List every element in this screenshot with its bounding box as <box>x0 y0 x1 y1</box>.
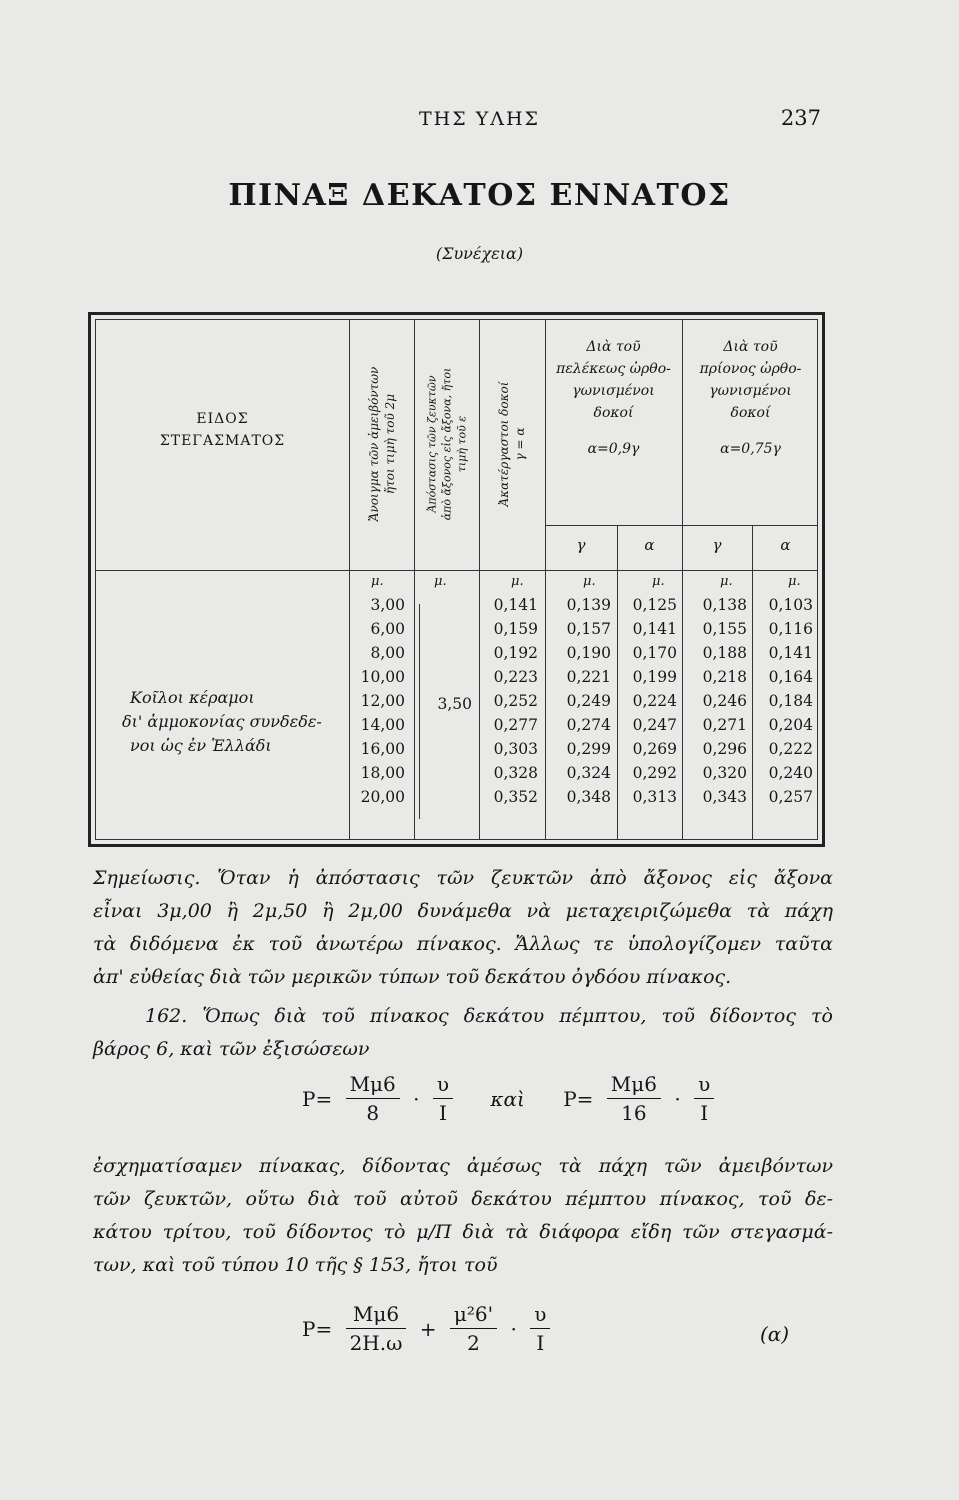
sub-header-rule <box>545 525 817 526</box>
spacing-value: 3,50 <box>437 695 472 713</box>
table-row: 20,00 0,352 0,348 0,313 0,343 0,257 <box>360 788 813 806</box>
header-rule <box>96 570 817 571</box>
table-title: ΠΙΝΑΞ ΔΕΚΑΤΟΣ ΕΝΝΑΤΟΣ <box>228 178 731 213</box>
table-row: 8,00 0,192 0,190 0,170 0,188 0,141 <box>370 644 813 662</box>
table-inner <box>95 319 818 840</box>
table-row: 6,00 0,159 0,157 0,141 0,155 0,116 <box>370 620 813 638</box>
header-adze: Διὰ τοῦ πελέκεως ὠρθο- γωνισμένοι δοκοί α=0,9γ <box>556 339 671 457</box>
sub-header-gamma: γ <box>576 536 586 554</box>
sub-header-alpha: α <box>644 536 655 554</box>
sub-header-alpha: α <box>780 536 791 554</box>
note-paragraph: Σημείωσις. Ὅταν ἡ ἀπόστασις τῶν ζευκτῶν ἀπὸ ἄξονος εἰς ἄξονα εἶναι 3μ,00 ἢ 2μ,50 ἢ 2μ,00 δυνάμεθα νὰ μεταχειριζώμεθα τὰ πάχη τὰ διδόμενα ἐκ τοῦ ἀνωτέρω πίνακος. Ἄλλως τε ὑπολογίζομεν ταῦτα ἀπ' εὐθείας διὰ τῶν μερικῶν τύπων τοῦ δεκάτου ὀγδόου πίνακος. <box>93 867 833 988</box>
unit-label: μ. <box>511 574 524 589</box>
header-saw: Διὰ τοῦ πρίονος ὠρθο- γωνισμένοι δοκοί α=0,75γ <box>699 339 802 457</box>
unit-label: μ. <box>788 574 801 589</box>
formula-label: (α) <box>760 1322 790 1346</box>
table-row: 12,00 0,252 0,249 0,224 0,246 0,184 <box>360 692 813 710</box>
header-span: Ἄνοιγμα τῶν ἀμειβόντων ἤτοι τιμὴ τοῦ 2μ <box>366 366 397 522</box>
unit-label: μ. <box>583 574 596 589</box>
header-kind: ΕΙΔΟΣ ΣΤΕΓΑΣΜΑΤΟΣ <box>159 411 286 449</box>
header-square: Ἀκατέργαστοι δοκοί γ = α <box>497 381 527 507</box>
unit-label: μ. <box>652 574 665 589</box>
table-subtitle: (Συνέχεια) <box>435 244 524 263</box>
table-row: 18,00 0,328 0,324 0,292 0,320 0,240 <box>360 764 813 782</box>
unit-label: μ. <box>434 574 447 589</box>
paragraph-162: 162. Ὅπως διὰ τοῦ πίνακος δεκάτου πέμπτου, τοῦ δίδοντος τὸ βάρος 6, καὶ τῶν ἐξισώσεων <box>93 1005 833 1060</box>
sub-header-gamma: γ <box>712 536 722 554</box>
formula-1: P= $\frac{M\mu 6}{8}$ · $\frac{\upsilon}{I}$ καὶ P= $\frac{M\mu 6}{16}$ · $\frac{\upsilon}{I}$ <box>298 1072 717 1125</box>
unit-label: μ. <box>720 574 733 589</box>
table-row: 3,00 0,141 0,139 0,125 0,138 0,103 <box>370 596 813 614</box>
data-table <box>88 312 825 847</box>
table-row: 16,00 0,303 0,299 0,269 0,296 0,222 <box>360 740 813 758</box>
running-head: ΤΗΣ ΥΛΗΣ <box>419 108 540 130</box>
page-number: 237 <box>780 106 821 130</box>
table-row: 14,00 0,277 0,274 0,247 0,271 0,204 <box>360 716 813 734</box>
formula-2: P= $\frac{M\mu 6}{2H.\omega}$ + $\frac{\text{μ²6'}}{2}$ · $\frac{\upsilon}{I}$ <box>298 1302 553 1355</box>
unit-label: μ. <box>371 574 384 589</box>
header-spacing: Ἀπόστασις τῶν ζευκτῶν ἀπὸ ἄξονος εἰς ἄξονα, ἤτοι τιμὴ τοῦ ε <box>425 367 468 521</box>
table-row: 10,00 0,223 0,221 0,199 0,218 0,164 <box>360 668 813 686</box>
roofing-type-label: Κοῖλοι κέραμοι δι' ἀμμοκονίας συνδεδε- νοι ὡς ἐν Ἑλλάδι <box>122 688 322 755</box>
paragraph-tables: ἐσχηματίσαμεν πίνακας, δίδοντας ἀμέσως τὰ πάχη τῶν ἀμειβόντων τῶν ζευκτῶν, οὕτω διὰ τοῦ αὐτοῦ δεκάτου πέμπτου πίνακος, τοῦ δε- κάτου τρίτου, τοῦ δίδοντος τὸ μ/Π διὰ τὰ διάφορα εἴδη τῶν στεγασμά- των, καὶ τοῦ τύπου 10 τῆς § 153, ἤτοι τοῦ <box>93 1155 833 1276</box>
